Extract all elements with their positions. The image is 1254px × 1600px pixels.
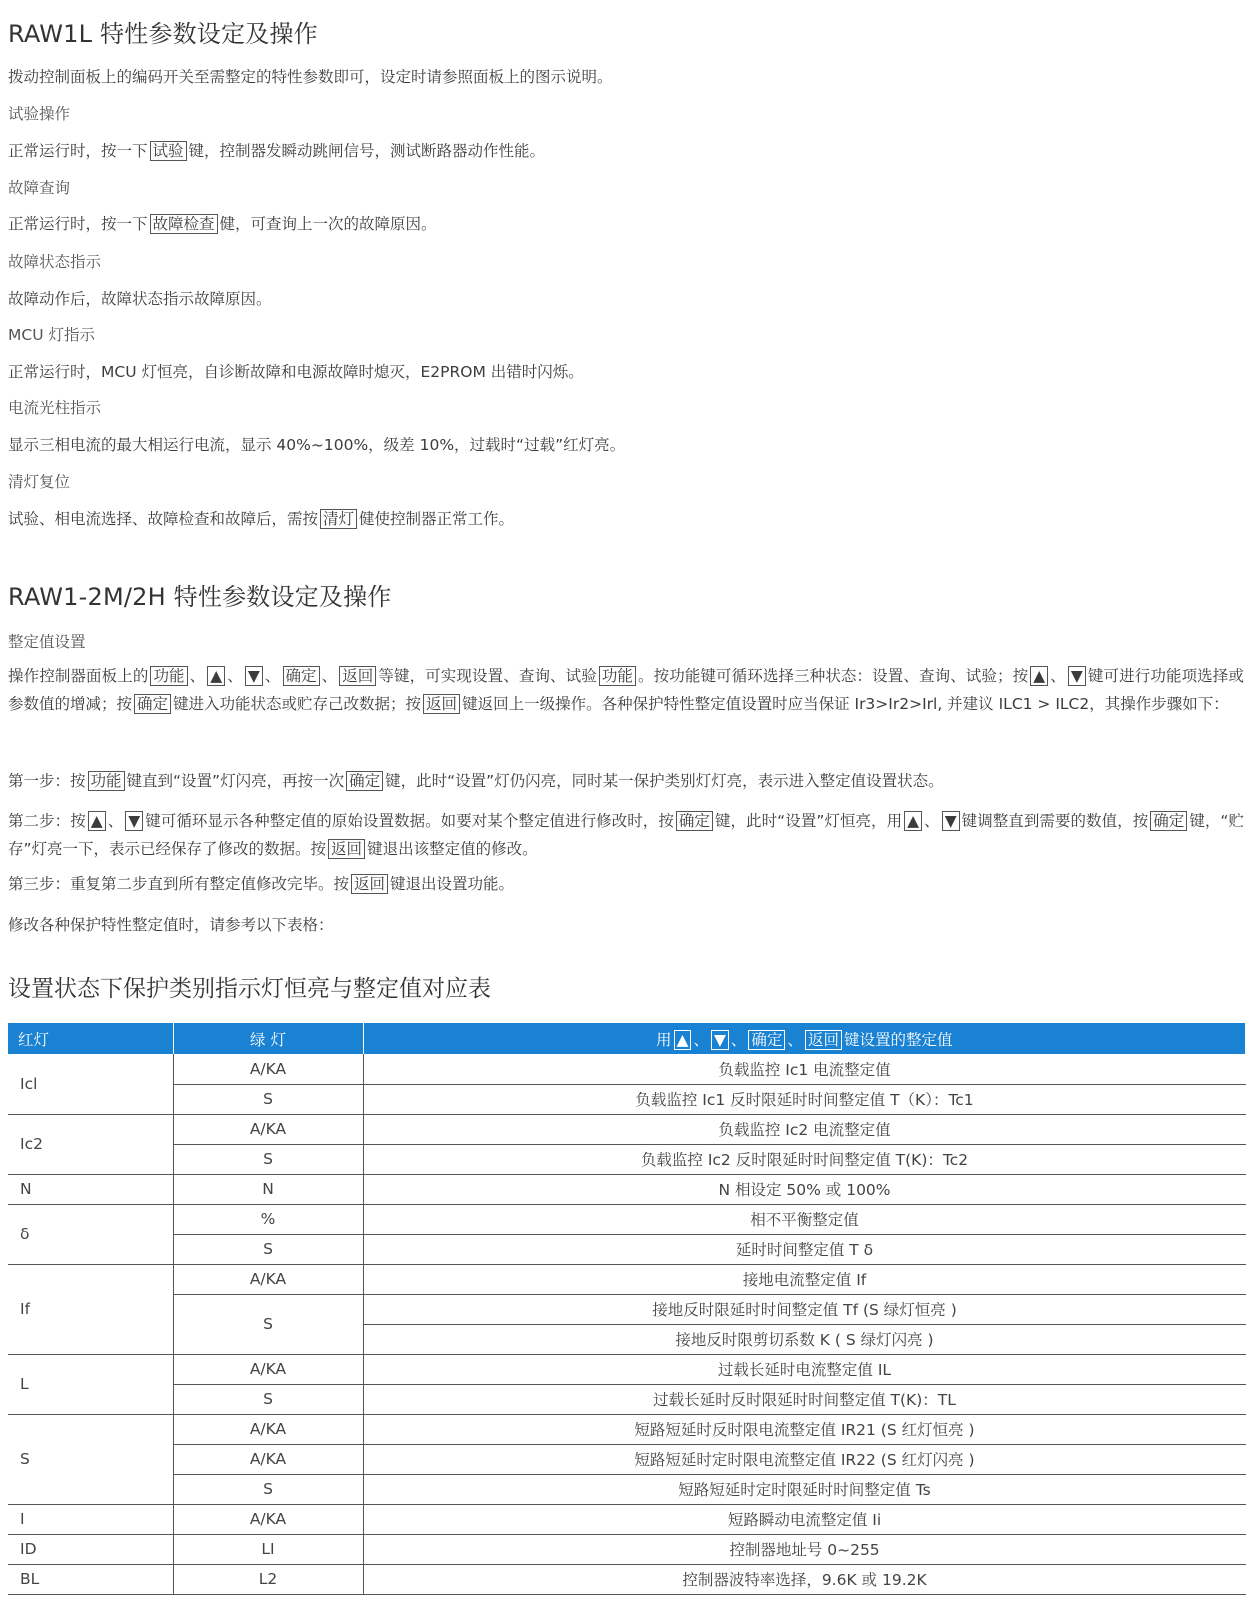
green-cell: S — [173, 1144, 363, 1174]
value-cell: 负载监控 Ic2 反时限延时时间整定值 T(K)：Tc2 — [363, 1144, 1246, 1174]
text-fragment: 第一步：按 — [8, 772, 86, 790]
text-fragment: 键，“贮存”灯亮一下，表示已经保存了修改的数据。按 — [8, 812, 1244, 858]
up-key: ▲ — [1030, 666, 1048, 686]
green-cell: L2 — [173, 1564, 363, 1594]
confirm-key: 确定 — [1150, 811, 1187, 831]
text-fragment: 正常运行时，按一下 — [8, 215, 148, 233]
value-cell: 接地反时限剪切系数 K ( S 绿灯闪亮 ) — [363, 1324, 1246, 1354]
separator: 、 — [693, 1030, 709, 1049]
text-fragment: 键可进行功能项选择或参数值的增减；按 — [8, 667, 1244, 713]
intro-text: 拨动控制面板上的编码开关至需整定的特性参数即可，设定时请参照面板上的图示说明。 — [8, 68, 613, 86]
header-red-light: 红灯 — [8, 1023, 173, 1054]
heading-current-bar: 电流光柱指示 — [8, 399, 102, 417]
table-row — [8, 1474, 1246, 1504]
red-cell: ID — [8, 1534, 173, 1564]
table-header-row — [8, 1023, 1246, 1054]
fault-check-key: 故障检查 — [150, 214, 218, 234]
text-fragment: 正常运行时，按一下 — [8, 142, 148, 160]
function-key: 功能 — [88, 771, 125, 791]
up-key: ▲ — [674, 1030, 692, 1050]
green-cell: S — [173, 1384, 363, 1414]
text-fragment: 健，可查询上一次的故障原因。 — [219, 215, 437, 233]
green-cell: % — [173, 1204, 363, 1234]
red-cell: N — [8, 1174, 173, 1204]
clear-key: 清灯 — [320, 509, 357, 529]
text-fragment: 第三步：重复第二步直到所有整定值修改完毕。按 — [8, 875, 350, 893]
table-row — [8, 1564, 1246, 1594]
table-row — [8, 1534, 1246, 1564]
heading-mcu: MCU 灯指示 — [8, 326, 95, 344]
value-cell: 控制器地址号 0~255 — [363, 1534, 1246, 1564]
red-cell: BL — [8, 1564, 173, 1594]
green-cell: A/KA — [173, 1414, 363, 1444]
value-cell: 过载长延时反时限延时时间整定值 T(K)：TL — [363, 1384, 1246, 1414]
green-cell: S — [173, 1474, 363, 1504]
down-key: ▼ — [1068, 666, 1086, 686]
text-fragment: 键返回上一级操作。各种保护特性整定值设置时应当保证 Ir3>Ir2>Irl, 并建议 ILC1 > ILC2，其操作步骤如下： — [462, 695, 1229, 713]
text-fragment: 键，此时“设置”灯仍闪亮，同时某一保护类别灯灯亮，表示进入整定值设置状态。 — [385, 772, 944, 790]
red-cell: If — [8, 1264, 173, 1354]
text-fragment: 等键，可实现设置、查询、试验 — [378, 667, 597, 685]
table-row — [8, 1204, 1246, 1234]
red-cell: I — [8, 1504, 173, 1534]
text-fragment: 用 — [656, 1030, 672, 1049]
heading-test: 试验操作 — [8, 105, 71, 123]
table-row — [8, 1234, 1246, 1264]
setting-step-1 — [8, 767, 1244, 795]
up-key: ▲ — [207, 666, 225, 686]
heading-fault-query: 故障查询 — [8, 179, 71, 197]
value-cell: N 相设定 50% 或 100% — [363, 1174, 1246, 1204]
fault-query-text — [8, 212, 437, 234]
text-fragment: 键进入功能状态或贮存己改数据；按 — [173, 695, 422, 713]
green-cell: A/KA — [173, 1264, 363, 1294]
value-cell: 负载监控 Ic1 电流整定值 — [363, 1054, 1246, 1084]
value-cell: 接地反时限延时时间整定值 Tf (S 绿灯恒亮 ) — [363, 1294, 1246, 1324]
down-key: ▼ — [711, 1030, 729, 1050]
green-cell: LI — [173, 1534, 363, 1564]
value-cell: 负载监控 Ic2 电流整定值 — [363, 1114, 1246, 1144]
separator: 、 — [1050, 667, 1066, 685]
return-key: 返回 — [351, 874, 388, 894]
confirm-key: 确定 — [283, 666, 320, 686]
value-cell: 延时时间整定值 T δ — [363, 1234, 1246, 1264]
confirm-key: 确定 — [748, 1030, 785, 1050]
value-cell: 过载长延时电流整定值 IL — [363, 1354, 1246, 1384]
red-cell: Icl — [8, 1054, 173, 1114]
table-row — [8, 1174, 1246, 1204]
confirm-key: 确定 — [676, 811, 713, 831]
text-fragment: 。按功能键可循环选择三种状态：设置、查询、试验；按 — [637, 667, 1029, 685]
text-fragment: 键，此时“设置”灯恒亮，用 — [714, 812, 903, 830]
value-cell: 控制器波特率选择，9.6K 或 19.2K — [363, 1564, 1246, 1594]
heading-reset: 清灯复位 — [8, 473, 71, 491]
settings-table — [8, 1023, 1246, 1595]
red-cell: S — [8, 1414, 173, 1504]
table-row — [8, 1084, 1246, 1114]
separator: 、 — [264, 667, 281, 685]
value-cell: 短路瞬动电流整定值 Ii — [363, 1504, 1246, 1534]
mcu-text: 正常运行时，MCU 灯恒亮，自诊断故障和电源故障时熄灭，E2PROM 出错时闪烁。 — [8, 363, 584, 381]
setting-step-2 — [8, 807, 1244, 863]
separator: 、 — [321, 667, 338, 685]
confirm-key: 确定 — [346, 771, 383, 791]
table-row — [8, 1414, 1246, 1444]
value-cell: 短路短延时定时限延时时间整定值 Ts — [363, 1474, 1246, 1504]
setting-step-3 — [8, 870, 1244, 898]
separator: 、 — [189, 667, 206, 685]
table-row — [8, 1144, 1246, 1174]
table-row — [8, 1264, 1246, 1294]
text-fragment: 第二步：按 — [8, 812, 86, 830]
return-key: 返回 — [423, 694, 460, 714]
function-key: 功能 — [599, 666, 636, 686]
text-fragment: 键直到“设置”灯闪亮，再按一次 — [126, 772, 345, 790]
return-key: 返回 — [339, 666, 376, 686]
red-cell: δ — [8, 1204, 173, 1264]
test-text — [8, 139, 545, 161]
return-key: 返回 — [805, 1030, 842, 1050]
green-cell: A/KA — [173, 1354, 363, 1384]
green-cell: N — [173, 1174, 363, 1204]
section-title-raw1-2m: RAW1-2M/2H 特性参数设定及操作 — [8, 583, 392, 611]
text-fragment: 试验、相电流选择、故障检查和故障后，需按 — [8, 510, 319, 528]
green-cell: S — [173, 1294, 363, 1354]
current-bar-text: 显示三相电流的最大相运行电流，显示 40%~100%，级差 10%，过载时“过载”红灯亮。 — [8, 436, 626, 454]
separator: 、 — [924, 812, 940, 830]
up-key: ▲ — [88, 811, 106, 831]
value-cell: 短路短延时定时限电流整定值 IR22 (S 红灯闪亮 ) — [363, 1444, 1246, 1474]
red-cell: L — [8, 1354, 173, 1414]
heading-setting: 整定值设置 — [8, 633, 86, 651]
green-cell: A/KA — [173, 1444, 363, 1474]
text-fragment: 键退出该整定值的修改。 — [367, 840, 538, 858]
table-intro: 修改各种保护特性整定值时，请参考以下表格： — [8, 916, 334, 934]
table-row — [8, 1114, 1246, 1144]
value-cell: 相不平衡整定值 — [363, 1204, 1246, 1234]
separator: 、 — [730, 1030, 747, 1049]
separator: 、 — [227, 667, 243, 685]
separator: 、 — [107, 812, 124, 830]
header-setting-value — [363, 1023, 1246, 1054]
table-title: 设置状态下保护类别指示灯恒亮与整定值对应表 — [8, 976, 491, 1002]
function-key: 功能 — [150, 666, 187, 686]
table-row — [8, 1294, 1246, 1324]
green-cell: S — [173, 1084, 363, 1114]
fault-status-text: 故障动作后，故障状态指示故障原因。 — [8, 290, 272, 308]
table-row — [8, 1444, 1246, 1474]
text-fragment: 操作控制器面板上的 — [8, 667, 149, 685]
text-fragment: 键可循环显示各种整定值的原始设置数据。如要对某个整定值进行修改时，按 — [145, 812, 674, 830]
value-cell: 短路短延时反时限电流整定值 IR21 (S 红灯恒亮 ) — [363, 1414, 1246, 1444]
green-cell: A/KA — [173, 1114, 363, 1144]
green-cell: S — [173, 1234, 363, 1264]
text-fragment: 键退出设置功能。 — [390, 875, 515, 893]
value-cell: 接地电流整定值 If — [363, 1264, 1246, 1294]
text-fragment: 健使控制器正常工作。 — [359, 510, 515, 528]
text-fragment: 键设置的整定值 — [843, 1030, 953, 1049]
reset-text — [8, 507, 514, 529]
heading-fault-status: 故障状态指示 — [8, 253, 102, 271]
setting-paragraph-1 — [8, 662, 1244, 718]
up-key: ▲ — [904, 811, 922, 831]
text-fragment: 键，控制器发瞬动跳闸信号，测试断路器动作性能。 — [188, 142, 546, 160]
green-cell: A/KA — [173, 1054, 363, 1084]
table-row — [8, 1384, 1246, 1414]
return-key: 返回 — [328, 839, 365, 859]
section-title-raw1l: RAW1L 特性参数设定及操作 — [8, 20, 318, 48]
down-key: ▼ — [942, 811, 960, 831]
table-row — [8, 1354, 1246, 1384]
down-key: ▼ — [125, 811, 143, 831]
test-key: 试验 — [150, 141, 187, 161]
table-row — [8, 1054, 1246, 1084]
red-cell: Ic2 — [8, 1114, 173, 1174]
table-row — [8, 1504, 1246, 1534]
green-cell: A/KA — [173, 1504, 363, 1534]
header-green-light: 绿 灯 — [173, 1023, 363, 1054]
value-cell: 负载监控 Ic1 反时限延时时间整定值 T（K）：Tc1 — [363, 1084, 1246, 1114]
down-key: ▼ — [245, 666, 263, 686]
text-fragment: 键调整直到需要的数值，按 — [961, 812, 1149, 830]
separator: 、 — [787, 1030, 803, 1049]
confirm-key: 确定 — [134, 694, 171, 714]
